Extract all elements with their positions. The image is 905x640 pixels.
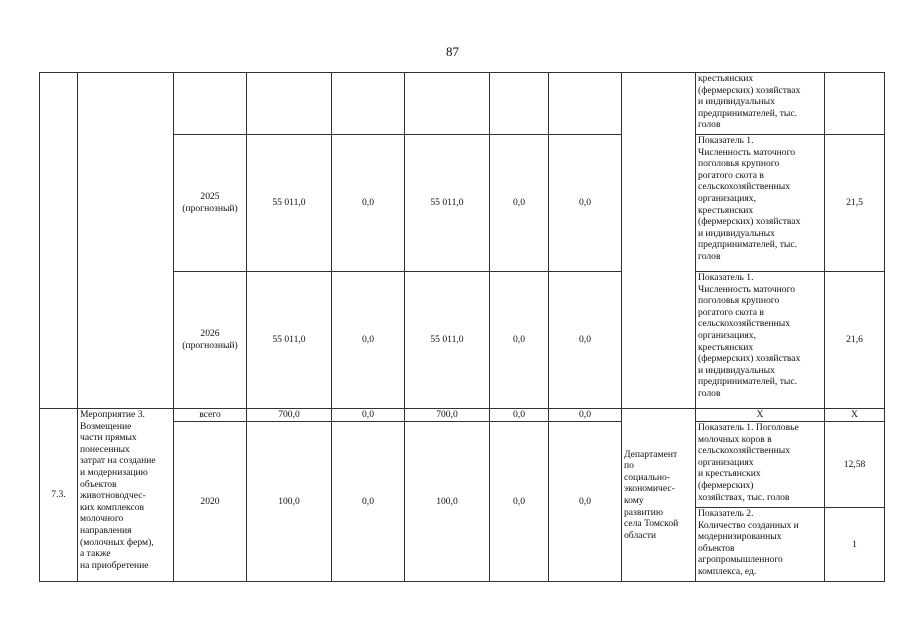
cell-year: 2020 [174, 422, 247, 582]
cell-year: 2026 (прогнозный) [174, 272, 247, 409]
cell-event-name: Мероприятие 3. Возмещение части прямых понесенных затрат на создание и модернизацию объектов животноводчес- ких комплексов молочного направления (молочных ферм), а также на приобретение [78, 409, 174, 582]
cell-local: 0,0 [490, 272, 549, 409]
cell-regional: 55 011,0 [405, 135, 490, 272]
table-row [40, 409, 885, 422]
cell-federal: 0,0 [332, 422, 405, 582]
cell-indicator: Показатель 2. Количество созданных и модернизированных объектов агропромышленного комплекса, ед. [696, 508, 825, 582]
cell-indicator: Показатель 1. Численность маточного поголовья крупного рогатого скота в сельскохозяйственных организациях, крестьянских (фермерских) хозяйствах и индивидуальных предпринимателей, тыс. голов [696, 135, 825, 272]
cell-indicator: Показатель 1. Численность маточного поголовья крупного рогатого скота в сельскохозяйственных организациях, крестьянских (фермерских) хозяйствах и индивидуальных предпринимателей, тыс. голов [696, 272, 825, 409]
cell-federal [332, 73, 405, 135]
cell-other: 0,0 [549, 135, 622, 272]
cell-year: 2025 (прогнозный) [174, 135, 247, 272]
table-row [40, 73, 885, 135]
cell-total: 55 011,0 [247, 135, 332, 272]
page-number: 87 [446, 44, 459, 59]
cell-indicator: Х [696, 409, 825, 422]
cell-total: 55 011,0 [247, 272, 332, 409]
cell-year: всего [174, 409, 247, 422]
cell-indicator: крестьянских (фермерских) хозяйствах и индивидуальных предпринимателей, тыс. голов [696, 73, 825, 135]
cell-executor: Департамент по социально- экономичес- кому развитию села Томской области [622, 409, 696, 582]
cell-indicator: Показатель 1. Поголовье молочных коров в сельскохозяйственных организациях и крестьянских (фермерских) хозяйствах, тыс. голов [696, 422, 825, 508]
cell-federal: 0,0 [332, 272, 405, 409]
cell-indicator-value: Х [825, 409, 885, 422]
cell-other: 0,0 [549, 422, 622, 582]
cell-other: 0,0 [549, 272, 622, 409]
cell-total: 700,0 [247, 409, 332, 422]
cell-indicator-value: 12,58 [825, 422, 885, 508]
cell-year [174, 73, 247, 135]
cell-indicator-value: 21,5 [825, 135, 885, 272]
cell-event-name-continued [78, 73, 174, 409]
cell-number-continued [40, 73, 78, 409]
cell-regional: 55 011,0 [405, 272, 490, 409]
cell-executor-continued [622, 73, 696, 409]
cell-other [549, 73, 622, 135]
cell-total [247, 73, 332, 135]
cell-total: 100,0 [247, 422, 332, 582]
cell-regional: 700,0 [405, 409, 490, 422]
cell-regional [405, 73, 490, 135]
cell-federal: 0,0 [332, 135, 405, 272]
program-table [39, 72, 885, 582]
cell-indicator-value: 21,6 [825, 272, 885, 409]
cell-local: 0,0 [490, 422, 549, 582]
cell-local [490, 73, 549, 135]
cell-local: 0,0 [490, 409, 549, 422]
cell-indicator-value [825, 73, 885, 135]
cell-local: 0,0 [490, 135, 549, 272]
cell-other: 0,0 [549, 409, 622, 422]
cell-federal: 0,0 [332, 409, 405, 422]
cell-regional: 100,0 [405, 422, 490, 582]
cell-number: 7.3. [40, 409, 78, 582]
cell-indicator-value: 1 [825, 508, 885, 582]
